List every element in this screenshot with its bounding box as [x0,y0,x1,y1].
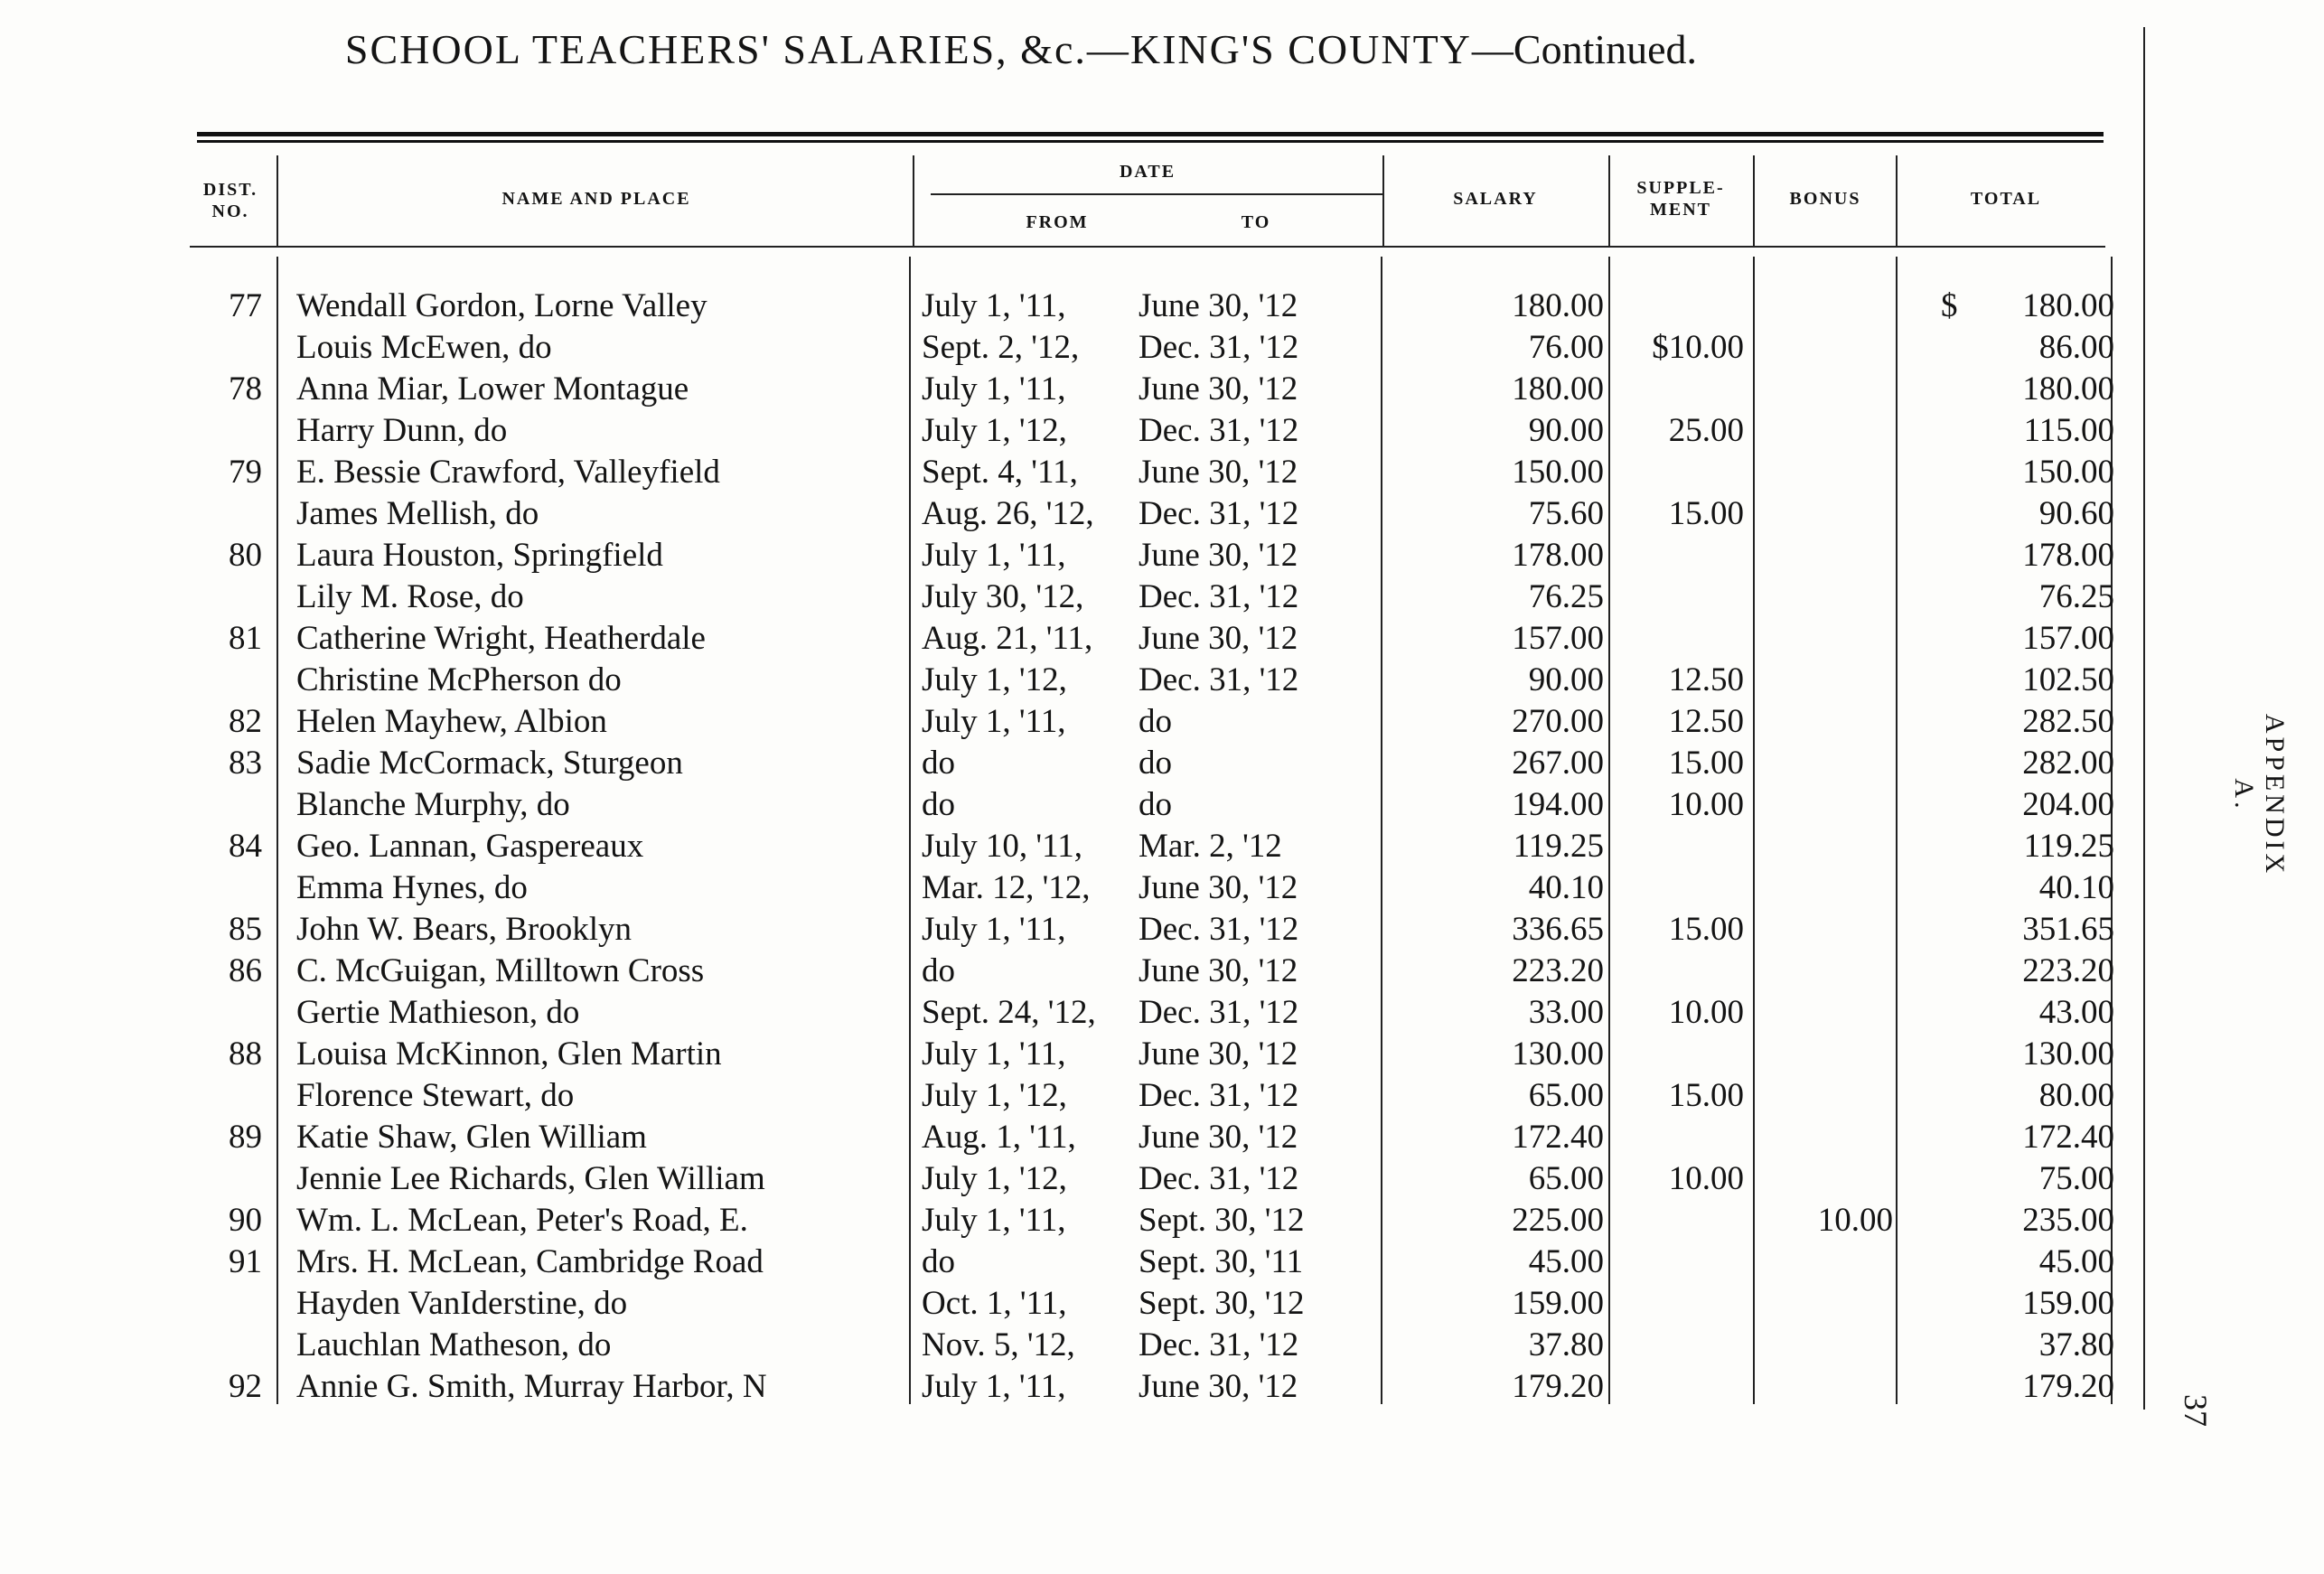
cell-salary: 37.80 [1528,1326,1604,1363]
cell-name-place: Wm. L. McLean, Peter's Road, E. [296,1202,748,1239]
cell-salary: 76.00 [1528,329,1604,366]
cell-total: 172.40 [2022,1119,2114,1156]
page-title-continued: —Continued. [1471,26,1698,72]
cell-supplement: $10.00 [1652,329,1744,366]
cell-dist: 92 [229,1368,262,1405]
col-line-header-3 [1382,155,1384,246]
cell-salary: 270.00 [1512,703,1604,740]
cell-salary: 267.00 [1512,745,1604,782]
cell-total: 90.60 [2038,495,2114,532]
cell-date-from: July 1, '11, [922,703,1066,740]
cell-total: 178.00 [2022,537,2114,574]
cell-total: 130.00 [2022,1035,2114,1073]
cell-supplement: 15.00 [1668,1077,1744,1114]
cell-supplement: 25.00 [1668,412,1744,449]
cell-salary: 75.60 [1528,495,1604,532]
cell-date-to: June 30, '12 [1139,537,1298,574]
cell-date-from: Oct. 1, '11, [922,1285,1067,1322]
cell-name-place: Lily M. Rose, do [296,578,524,615]
cell-total: 43.00 [2038,994,2114,1031]
cell-name-place: Anna Miar, Lower Montague [296,370,689,408]
cell-total: 150.00 [2022,454,2114,491]
cell-date-from: July 1, '11, [922,370,1066,408]
cell-name-place: Laura Houston, Springfield [296,537,663,574]
page-title [199,25,1843,73]
cell-supplement: 10.00 [1668,1160,1744,1197]
cell-date-to: June 30, '12 [1139,1119,1298,1156]
cell-name-place: C. McGuigan, Milltown Cross [296,952,705,989]
cell-total: 223.20 [2022,952,2114,989]
cell-name-place: Lauchlan Matheson, do [296,1326,612,1363]
cell-name-place: Blanche Murphy, do [296,786,570,823]
cell-date-to: do [1139,745,1172,782]
table-row [0,1366,2169,1408]
cell-date-to: do [1139,703,1172,740]
col-line-header-4 [1608,155,1610,246]
cell-name-place: Annie G. Smith, Murray Harbor, N [296,1368,767,1405]
cell-dist: 78 [229,370,262,408]
header-bonus: BONUS [1789,189,1861,209]
currency-symbol: $ [1941,287,1958,324]
cell-salary: 150.00 [1512,454,1604,491]
cell-date-from: do [922,745,955,782]
cell-supplement: 15.00 [1668,745,1744,782]
table-row [0,618,2169,660]
cell-date-to: Dec. 31, '12 [1139,911,1299,948]
cell-supplement: 10.00 [1668,786,1744,823]
cell-name-place: Katie Shaw, Glen William [296,1119,647,1156]
table-body [0,286,2169,1408]
cell-date-from: Sept. 4, '11, [922,454,1078,491]
cell-dist: 83 [229,745,262,782]
cell-supplement: 15.00 [1668,911,1744,948]
cell-dist: 77 [229,287,262,324]
cell-supplement: 15.00 [1668,495,1744,532]
cell-date-to: Dec. 31, '12 [1139,412,1299,449]
cell-salary: 65.00 [1528,1160,1604,1197]
top-rule-thin [197,140,2104,143]
cell-name-place: Gertie Mathieson, do [296,994,580,1031]
table-row [0,286,2169,327]
cell-salary: 194.00 [1512,786,1604,823]
header-supplement-line1: SUPPLE- [1636,178,1725,198]
page-title-main: SCHOOL TEACHERS' SALARIES, &c.—KING'S COUNTY [344,26,1472,72]
cell-date-from: Nov. 5, '12, [922,1326,1075,1363]
cell-salary: 40.10 [1528,869,1604,906]
cell-dist: 81 [229,620,262,657]
cell-date-to: Dec. 31, '12 [1139,661,1299,698]
cell-total: 102.50 [2022,661,2114,698]
cell-salary: 157.00 [1512,620,1604,657]
cell-total: 157.00 [2022,620,2114,657]
cell-total: 180.00 [2022,370,2114,408]
cell-salary: 119.25 [1513,828,1604,865]
header-bottom-rule [190,246,2105,248]
cell-bonus: 10.00 [1817,1202,1893,1239]
cell-date-from: July 30, '12, [922,578,1084,615]
cell-name-place: Mrs. H. McLean, Cambridge Road [296,1243,764,1280]
cell-salary: 130.00 [1512,1035,1604,1073]
cell-name-place: Sadie McCormack, Sturgeon [296,745,683,782]
cell-date-to: June 30, '12 [1139,620,1298,657]
cell-salary: 179.20 [1512,1368,1604,1405]
cell-date-from: July 10, '11, [922,828,1082,865]
cell-supplement: 12.50 [1668,703,1744,740]
cell-name-place: Harry Dunn, do [296,412,508,449]
cell-date-from: July 1, '11, [922,1035,1066,1073]
col-line-header-2 [913,155,914,246]
cell-supplement: 12.50 [1668,661,1744,698]
cell-date-to: Dec. 31, '12 [1139,578,1299,615]
table-row [0,1158,2169,1200]
cell-date-from: do [922,786,955,823]
cell-date-to: Dec. 31, '12 [1139,495,1299,532]
cell-total: 115.00 [2023,412,2114,449]
cell-salary: 178.00 [1512,537,1604,574]
cell-total: 235.00 [2022,1202,2114,1239]
table-row [0,452,2169,493]
header-name-place: NAME AND PLACE [501,189,691,209]
cell-name-place: Helen Mayhew, Albion [296,703,607,740]
cell-salary: 90.00 [1528,661,1604,698]
date-header-divider [931,193,1382,195]
cell-date-to: June 30, '12 [1139,1035,1298,1073]
cell-dist: 89 [229,1119,262,1156]
cell-date-to: June 30, '12 [1139,1368,1298,1405]
cell-date-to: Dec. 31, '12 [1139,329,1299,366]
appendix-label: APPENDIX A. [2229,713,2290,877]
cell-name-place: Louisa McKinnon, Glen Martin [296,1035,722,1073]
cell-total: 282.00 [2022,745,2114,782]
cell-salary: 225.00 [1512,1202,1604,1239]
header-date: DATE [1119,162,1176,182]
cell-date-from: do [922,1243,955,1280]
cell-total: 40.10 [2038,869,2114,906]
cell-name-place: Florence Stewart, do [296,1077,575,1114]
cell-dist: 85 [229,911,262,948]
cell-date-from: July 1, '11, [922,911,1066,948]
cell-date-from: Aug. 26, '12, [922,495,1094,532]
cell-date-to: Dec. 31, '12 [1139,1160,1299,1197]
header-supplement [1608,177,1753,220]
header-from: FROM [1026,212,1089,232]
cell-supplement: 10.00 [1668,994,1744,1031]
cell-salary: 65.00 [1528,1077,1604,1114]
cell-total: 282.50 [2022,703,2114,740]
header-dist-line1: DIST. [202,180,258,200]
cell-dist: 88 [229,1035,262,1073]
cell-salary: 45.00 [1528,1243,1604,1280]
cell-name-place: Louis McEwen, do [296,329,552,366]
header-salary: SALARY [1453,189,1538,209]
cell-dist: 91 [229,1243,262,1280]
cell-salary: 223.20 [1512,952,1604,989]
cell-total: 75.00 [2038,1160,2114,1197]
cell-name-place: E. Bessie Crawford, Valleyfield [296,454,720,491]
cell-date-to: Dec. 31, '12 [1139,1326,1299,1363]
cell-name-place: Hayden VanIderstine, do [296,1285,628,1322]
cell-date-to: June 30, '12 [1139,869,1298,906]
page-number: 37 [2178,1394,2214,1427]
header-dist-line2: NO. [211,201,249,221]
cell-date-from: Aug. 1, '11, [922,1119,1076,1156]
cell-date-to: Dec. 31, '12 [1139,1077,1299,1114]
cell-date-to: June 30, '12 [1139,454,1298,491]
header-supplement-line2: MENT [1650,200,1711,220]
cell-date-from: July 1, '11, [922,537,1066,574]
cell-salary: 76.25 [1528,578,1604,615]
table-row [0,369,2169,410]
col-line-header-6 [1896,155,1898,246]
cell-name-place: Jennie Lee Richards, Glen William [296,1160,765,1197]
table-row [0,1075,2169,1117]
cell-name-place: Geo. Lannan, Gaspereaux [296,828,644,865]
cell-date-to: Sept. 30, '12 [1139,1285,1305,1322]
cell-total: 45.00 [2038,1243,2114,1280]
table-row [0,701,2169,743]
header-total: TOTAL [1970,189,2042,209]
cell-name-place: Catherine Wright, Heatherdale [296,620,706,657]
table-row [0,909,2169,951]
table-row [0,660,2169,701]
cell-date-to: June 30, '12 [1139,952,1298,989]
col-line-header-5 [1753,155,1755,246]
cell-salary: 159.00 [1512,1285,1604,1322]
cell-date-to: Sept. 30, '11 [1139,1243,1304,1280]
table-row [0,743,2169,784]
top-rule [197,132,2104,136]
header-to: TO [1241,212,1271,232]
cell-name-place: Wendall Gordon, Lorne Valley [296,287,708,324]
cell-date-from: July 1, '12, [922,661,1067,698]
cell-total: 351.65 [2022,911,2114,948]
cell-salary: 180.00 [1512,287,1604,324]
cell-dist: 80 [229,537,262,574]
cell-total: 119.25 [2023,828,2114,865]
cell-total: 80.00 [2038,1077,2114,1114]
cell-date-from: Aug. 21, '11, [922,620,1093,657]
table-row [0,1200,2169,1241]
cell-date-from: July 1, '11, [922,287,1066,324]
table-row [0,826,2169,867]
cell-total: 159.00 [2022,1285,2114,1322]
table-row [0,576,2169,618]
table-row [0,784,2169,826]
cell-date-from: Sept. 24, '12, [922,994,1096,1031]
header-dist [190,179,271,222]
cell-name-place: John W. Bears, Brooklyn [296,911,633,948]
cell-date-to: Mar. 2, '12 [1139,828,1282,865]
cell-dist: 84 [229,828,262,865]
cell-salary: 33.00 [1528,994,1604,1031]
cell-date-from: July 1, '12, [922,1160,1067,1197]
cell-dist: 82 [229,703,262,740]
cell-name-place: Emma Hynes, do [296,869,528,906]
cell-dist: 90 [229,1202,262,1239]
table-row [0,992,2169,1034]
cell-salary: 336.65 [1512,911,1604,948]
cell-total: 204.00 [2022,786,2114,823]
cell-total: 37.80 [2038,1326,2114,1363]
cell-total: 76.25 [2038,578,2114,615]
table-row [0,410,2169,452]
cell-date-from: July 1, '12, [922,412,1067,449]
table-row [0,1034,2169,1075]
table-row [0,327,2169,369]
table-row [0,1283,2169,1325]
cell-salary: 90.00 [1528,412,1604,449]
table-row [0,535,2169,576]
cell-date-to: Sept. 30, '12 [1139,1202,1305,1239]
col-line-header-1 [276,155,278,246]
cell-total: 180.00 [2022,287,2114,324]
cell-date-from: July 1, '11, [922,1202,1066,1239]
cell-date-from: Mar. 12, '12, [922,869,1091,906]
cell-dist: 86 [229,952,262,989]
cell-total: 86.00 [2038,329,2114,366]
table-row [0,1325,2169,1366]
table-row [0,493,2169,535]
table-row [0,1241,2169,1283]
cell-date-to: June 30, '12 [1139,370,1298,408]
cell-date-to: Dec. 31, '12 [1139,994,1299,1031]
cell-name-place: Christine McPherson do [296,661,622,698]
cell-date-from: Sept. 2, '12, [922,329,1080,366]
cell-salary: 172.40 [1512,1119,1604,1156]
cell-date-to: do [1139,786,1172,823]
table-row [0,867,2169,909]
cell-salary: 180.00 [1512,370,1604,408]
table-row [0,951,2169,992]
cell-date-to: June 30, '12 [1139,287,1298,324]
cell-date-from: July 1, '12, [922,1077,1067,1114]
cell-dist: 79 [229,454,262,491]
table-row [0,1117,2169,1158]
cell-name-place: James Mellish, do [296,495,539,532]
cell-date-from: do [922,952,955,989]
cell-total: 179.20 [2022,1368,2114,1405]
cell-date-from: July 1, '11, [922,1368,1066,1405]
